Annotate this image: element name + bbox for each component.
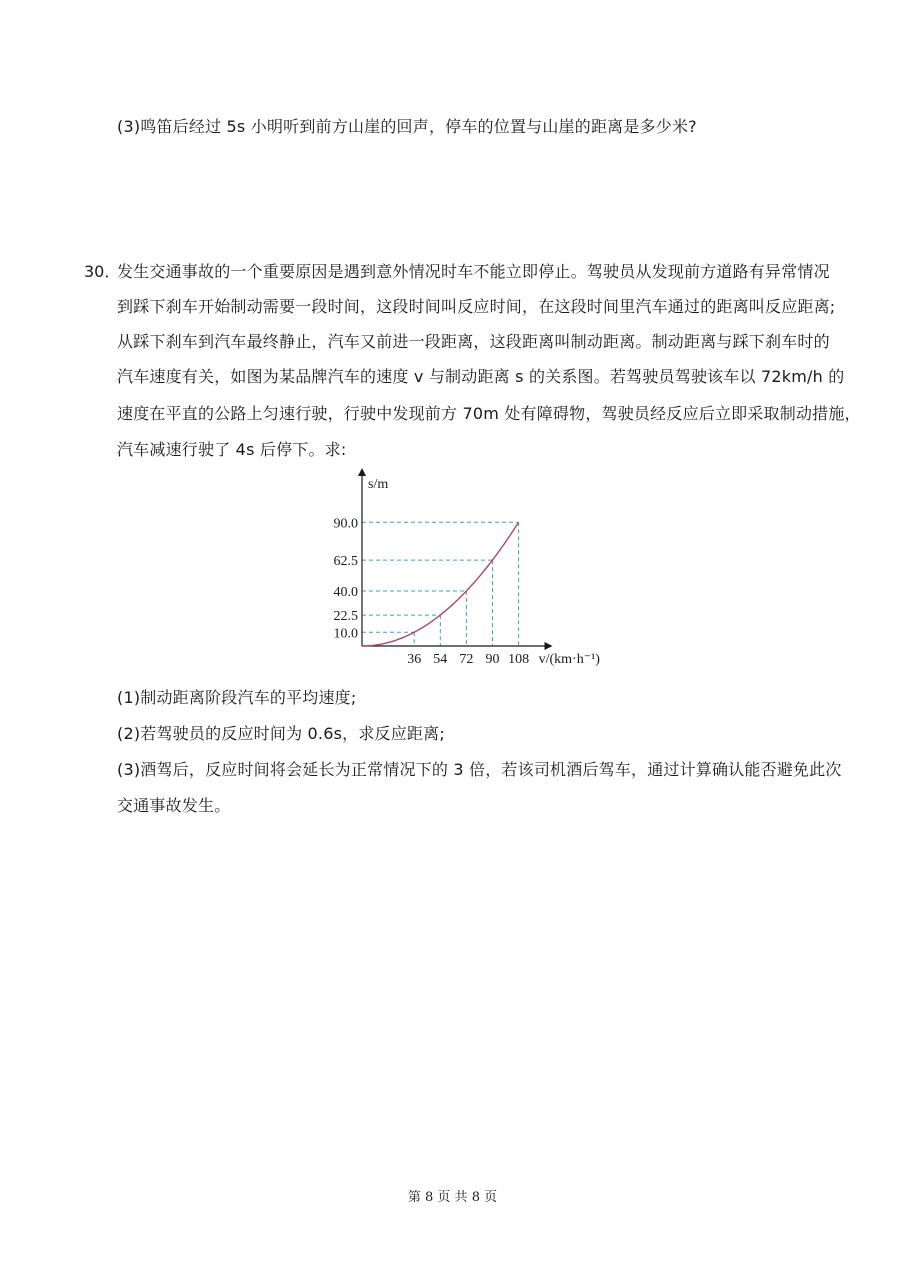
question-stem-line-6: 汽车减速行驶了 4s 后停下。求: bbox=[117, 440, 347, 459]
y-axis-label: s/m bbox=[368, 477, 389, 492]
y-tick-label-62.5: 62.5 bbox=[333, 554, 358, 570]
x-axis-label: v/(km·h⁻¹) bbox=[538, 652, 600, 667]
speed-braking-distance-chart bbox=[300, 466, 630, 676]
question-stem-line-2: 到踩下刹车开始制动需要一段时间，这段时间叫反应时间，在这段时间里汽车通过的距离叫反应距离; bbox=[117, 297, 836, 316]
series-curve bbox=[362, 522, 519, 646]
prev-question-part-3: (3)鸣笛后经过 5s 小明听到前方山崖的回声，停车的位置与山崖的距离是多少米? bbox=[117, 117, 697, 136]
question-part-2: (2)若驾驶员的反应时间为 0.6s，求反应距离; bbox=[117, 724, 445, 743]
x-tick-label-72: 72 bbox=[459, 652, 474, 667]
question-part-1: (1)制动距离阶段汽车的平均速度; bbox=[117, 688, 357, 707]
question-part-3: (3)酒驾后，反应时间将会延长为正常情况下的 3 倍，若该司机酒后驾车，通过计算确认能否避免此次 bbox=[117, 760, 842, 779]
y-tick-label-90.0: 90.0 bbox=[333, 516, 358, 532]
question-stem-line-5: 速度在平直的公路上匀速行驶，行驶中发现前方 70m 处有障碍物，驾驶员经反应后立即采取制动措施， bbox=[117, 404, 861, 423]
question-stem-line-1: 发生交通事故的一个重要原因是遇到意外情况时车不能立即停止。驾驶员从发现前方道路有异常情况 bbox=[117, 262, 830, 281]
x-tick-label-108: 108 bbox=[508, 652, 530, 667]
y-axis-arrow bbox=[358, 468, 366, 476]
y-tick-label-10.0: 10.0 bbox=[333, 626, 358, 642]
x-axis-arrow bbox=[545, 642, 553, 650]
page-footer: 第 8 页 共 8 页 bbox=[407, 1190, 498, 1205]
question-stem-line-4: 汽车速度有关，如图为某品牌汽车的速度 v 与制动距离 s 的关系图。若驾驶员驾驶该车以 72km/h 的 bbox=[117, 367, 845, 386]
x-tick-label-36: 36 bbox=[407, 652, 422, 667]
question-stem-line-3: 从踩下刹车到汽车最终静止，汽车又前进一段距离，这段距离叫制动距离。制动距离与踩下刹车时的 bbox=[117, 332, 830, 351]
question-part-3-continued: 交通事故发生。 bbox=[117, 796, 231, 815]
x-tick-label-54: 54 bbox=[433, 652, 448, 667]
question-number: 30． bbox=[84, 262, 121, 281]
y-tick-label-22.5: 22.5 bbox=[333, 609, 358, 625]
y-tick-label-40.0: 40.0 bbox=[333, 585, 358, 600]
x-tick-label-90: 90 bbox=[485, 652, 500, 667]
